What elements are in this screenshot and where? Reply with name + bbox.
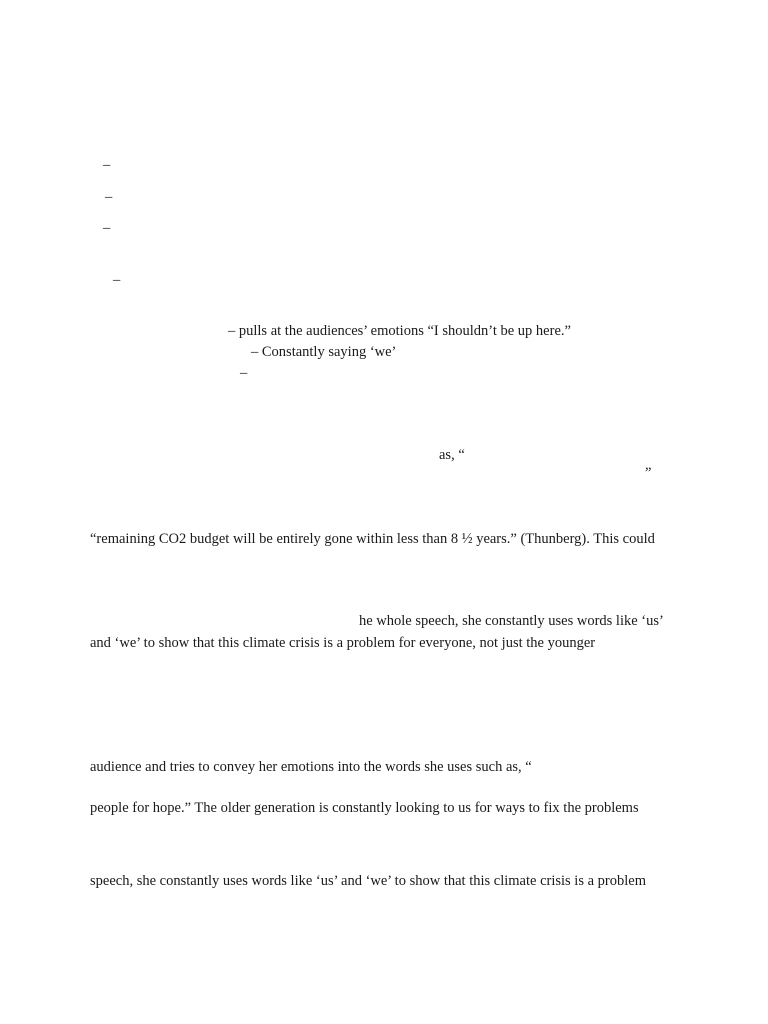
paragraph-line: he whole speech, she constantly uses words like ‘us’ bbox=[359, 613, 664, 629]
note-line: – Constantly saying ‘we’ bbox=[251, 344, 397, 360]
paragraph-line: “remaining CO2 budget will be entirely gone within less than 8 ½ years.” (Thunberg). This could bbox=[90, 531, 655, 547]
dash-marker: – bbox=[103, 220, 111, 236]
paragraph-line: audience and tries to convey her emotions into the words she uses such as, “ bbox=[90, 759, 532, 775]
paragraph-line: speech, she constantly uses words like ‘us’ and ‘we’ to show that this climate crisis is a problem bbox=[90, 873, 646, 889]
note-line: – bbox=[240, 365, 248, 381]
paragraph-line: and ‘we’ to show that this climate crisis is a problem for everyone, not just the younger bbox=[90, 635, 596, 651]
quote-fragment: ” bbox=[645, 465, 652, 481]
paragraph-line: people for hope.” The older generation is constantly looking to us for ways to fix the problems bbox=[90, 800, 639, 816]
dash-marker: – bbox=[105, 189, 113, 205]
dash-marker: – bbox=[113, 272, 121, 288]
quote-fragment: as, “ bbox=[439, 447, 465, 463]
dash-marker: – bbox=[103, 157, 111, 173]
note-line: – pulls at the audiences’ emotions “I shouldn’t be up here.” bbox=[228, 323, 571, 339]
